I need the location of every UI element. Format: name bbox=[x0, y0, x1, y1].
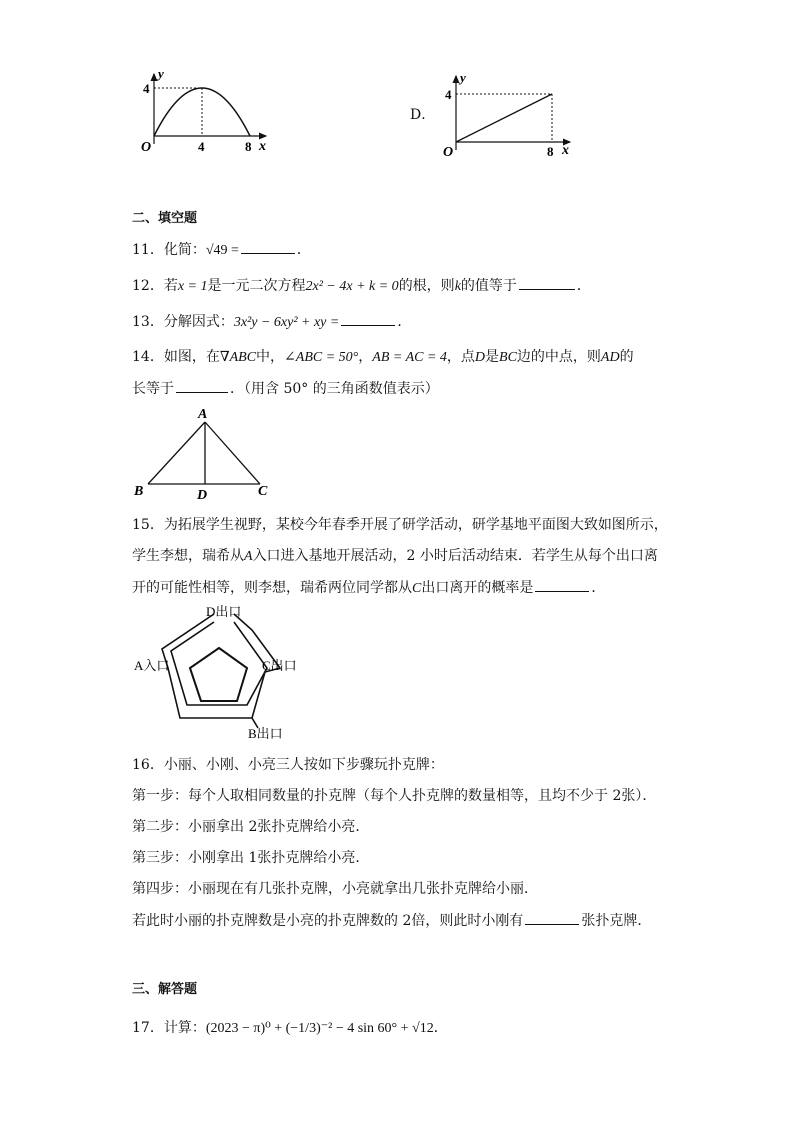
x-tick-label-1: 4 bbox=[198, 139, 205, 154]
question-16-step-2: 第二步：小丽拿出 2张扑克牌给小亮． bbox=[132, 819, 370, 835]
q17-expr: (2023 − π)⁰ + (−1/3)⁻² − 4 sin 60° + √12 bbox=[205, 1021, 434, 1036]
section-title-solve: 三、解答题 bbox=[132, 982, 198, 997]
question-14-line-1 bbox=[132, 347, 634, 368]
q12-text-d: 的值等于 bbox=[460, 278, 517, 294]
graph-option-c bbox=[138, 66, 278, 158]
q14-triangle: ∇ABC bbox=[219, 350, 257, 365]
question-15-line-1: 15．为拓展学生视野，某校今年春季开展了研学活动，研学基地平面图大致如图所示， bbox=[132, 517, 668, 533]
answer-blank bbox=[519, 275, 575, 290]
origin-label: O bbox=[443, 145, 454, 160]
question-16-last-line bbox=[132, 910, 651, 931]
y-tick-label: 4 bbox=[445, 87, 452, 102]
q14-text: 是 bbox=[485, 349, 500, 365]
q13-prefix: 13．分解因式： bbox=[132, 314, 234, 330]
q14-text: 中， bbox=[256, 349, 285, 365]
answer-blank bbox=[241, 239, 295, 254]
q16-text: 若此时小丽的扑克牌数是小亮的扑克牌数的 2倍，则此时小刚有 bbox=[132, 913, 524, 929]
origin-label: O bbox=[141, 140, 152, 155]
answer-blank bbox=[535, 577, 589, 592]
x-axis-label: x bbox=[562, 143, 569, 158]
q14-ad: AD bbox=[600, 350, 620, 365]
q14-text: 长等于 bbox=[132, 381, 174, 397]
point-d: D bbox=[197, 488, 208, 502]
d-exit-label: D出口 bbox=[206, 604, 242, 619]
b-exit-label: B出口 bbox=[248, 726, 283, 741]
q15-text: 学生李想，瑞希从 bbox=[132, 548, 244, 564]
question-16-step-4: 第四步：小丽现在有几张扑克牌，小亮就拿出几张扑克牌给小丽． bbox=[132, 881, 538, 897]
q14-text: 的 bbox=[619, 349, 634, 365]
inner-pentagon bbox=[190, 648, 247, 701]
q11-prefix: 11．化简： bbox=[132, 242, 206, 258]
question-16-line-1: 16．小丽、小刚、小亮三人按如下步骤玩扑克牌： bbox=[132, 757, 444, 773]
q13-expr: 3x²y − 6xy² + xy = bbox=[233, 315, 340, 330]
question-15-line-3 bbox=[132, 577, 605, 599]
question-17 bbox=[132, 1018, 448, 1039]
q12-text-b: 是一元二次方程 bbox=[207, 278, 306, 294]
q11-suffix: ． bbox=[296, 242, 311, 258]
side-ab bbox=[148, 422, 205, 484]
q12-text-a: 12．若 bbox=[132, 278, 178, 294]
q14-segment: BC bbox=[499, 350, 517, 365]
q14-sides: AB = AC = 4 bbox=[372, 350, 447, 365]
section-title-fill-in: 二、填空题 bbox=[132, 211, 198, 226]
x-tick-label: 8 bbox=[547, 144, 554, 159]
x-axis-label: x bbox=[259, 139, 266, 154]
q11-expr: √49 = bbox=[205, 243, 239, 258]
question-16-step-1: 第一步：每个人取相同数量的扑克牌（每个人扑克牌的数量相等，且均不少于 2张）． bbox=[132, 788, 657, 804]
base-map-figure bbox=[130, 602, 320, 742]
q15-text: ． bbox=[591, 580, 606, 596]
q14-text: 边的中点，则 bbox=[516, 349, 601, 365]
question-11 bbox=[132, 239, 311, 261]
vertex-a: A bbox=[198, 407, 208, 422]
q12-var: k bbox=[454, 279, 461, 294]
y-tick-label: 4 bbox=[143, 81, 150, 96]
q13-suffix: ． bbox=[397, 314, 412, 330]
question-13 bbox=[132, 311, 411, 333]
graph-option-d bbox=[440, 72, 580, 162]
answer-blank bbox=[176, 378, 228, 393]
q16-text: 张扑克牌． bbox=[581, 913, 652, 929]
question-14-line-2 bbox=[132, 378, 439, 399]
a-entry-label: A入口 bbox=[134, 658, 170, 673]
option-d-label: D． bbox=[410, 107, 436, 123]
q12-suffix: ． bbox=[576, 278, 591, 294]
q14-point: D bbox=[474, 350, 486, 365]
q15-text: 开的可能性相等，则李想，瑞希两位同学都从 bbox=[132, 580, 412, 596]
q17-suffix: ． bbox=[433, 1020, 448, 1036]
q15-point: A bbox=[244, 549, 253, 564]
triangle-figure bbox=[132, 402, 282, 502]
q15-point: C bbox=[412, 581, 422, 596]
side-ac bbox=[205, 422, 260, 484]
q12-text-c: 的根，则 bbox=[398, 278, 455, 294]
q12-eq1: x = 1 bbox=[177, 279, 208, 294]
answer-blank bbox=[525, 910, 579, 925]
c-exit-label: C出口 bbox=[262, 658, 297, 673]
q12-eq2: 2x² − 4x + k = 0 bbox=[305, 279, 399, 294]
vertex-c: C bbox=[258, 484, 268, 499]
y-axis-label: y bbox=[158, 66, 164, 81]
question-12 bbox=[132, 275, 591, 297]
q17-prefix: 17．计算： bbox=[132, 1020, 206, 1036]
vertex-b: B bbox=[134, 484, 144, 499]
diagonal-line bbox=[456, 94, 552, 142]
x-tick-label-2: 8 bbox=[245, 139, 252, 154]
q14-angle: ∠ABC = 50° bbox=[284, 350, 359, 365]
answer-blank bbox=[341, 311, 395, 326]
y-axis-label: y bbox=[460, 72, 466, 85]
q14-text: ，点 bbox=[446, 349, 475, 365]
q14-text: ， bbox=[358, 349, 373, 365]
path-inner-wall bbox=[171, 622, 267, 705]
question-16-step-3: 第三步：小刚拿出 1张扑克牌给小亮． bbox=[132, 850, 370, 866]
q14-text: ．（用含 50° 的三角函数值表示） bbox=[230, 381, 439, 397]
q15-text: 出口离开的概率是 bbox=[421, 580, 534, 596]
question-15-line-2 bbox=[132, 546, 658, 567]
q14-text: 14．如图，在 bbox=[132, 349, 220, 365]
q15-text: 入口进入基地开展活动，2 小时后活动结束．若学生从每个出口离 bbox=[252, 548, 658, 564]
